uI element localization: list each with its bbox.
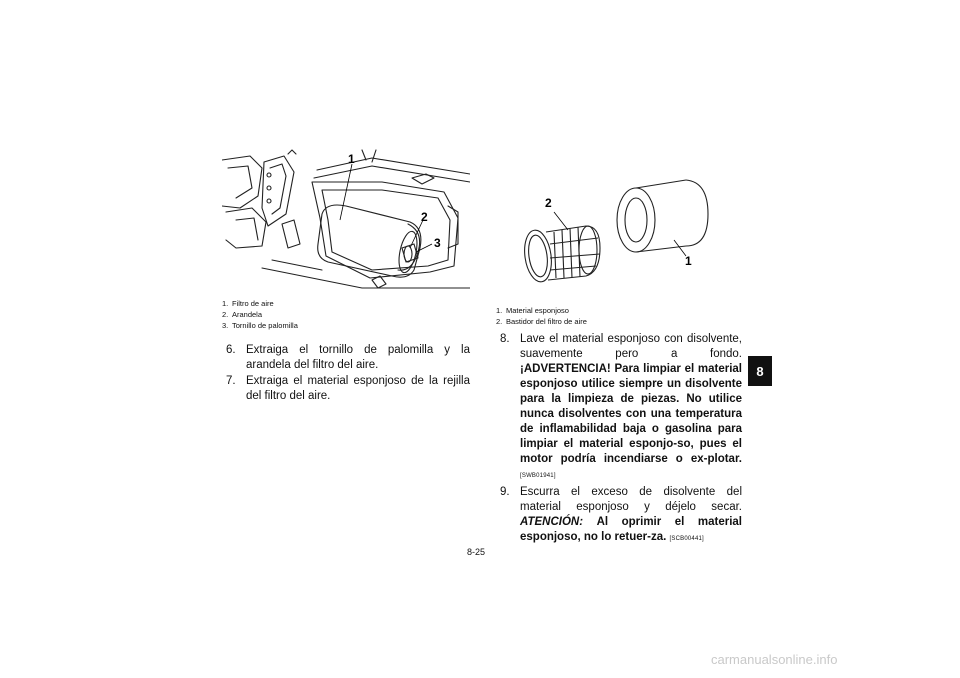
caption-text: Tornillo de palomilla <box>232 321 298 330</box>
caption-text: Bastidor del filtro de aire <box>506 317 587 326</box>
page-number: 8-25 <box>467 547 486 557</box>
step-text: Extraiga el tornillo de palomilla y la arandela del filtro del aire. <box>246 344 470 371</box>
right-figure-caption <box>496 305 587 327</box>
caption-item <box>222 298 298 309</box>
sponge-and-frame-illustration <box>496 178 722 296</box>
step-8 <box>500 332 742 484</box>
caution-label: ATENCIÓN: <box>520 516 584 528</box>
callout-2: 2 <box>421 210 428 224</box>
right-steps <box>500 332 742 547</box>
airbox-drawing <box>222 148 470 296</box>
watermark: carmanualsonline.info <box>711 652 838 667</box>
caption-number: 1. <box>222 299 229 308</box>
caption-item <box>496 305 587 316</box>
step-number: 6. <box>226 344 236 356</box>
caution-code: [SCB00441] <box>669 536 704 542</box>
step-7 <box>226 374 470 404</box>
step-text: Lave el material esponjoso con disolvente, suavemente pero a fondo. <box>520 333 742 360</box>
caption-item <box>222 309 298 320</box>
callout-2: 2 <box>545 196 552 210</box>
step-text: Extraiga el material esponjoso de la rejilla del filtro del aire. <box>246 375 470 402</box>
left-steps <box>226 343 470 404</box>
warning-text: ¡ADVERTENCIA! Para limpiar el material esponjoso utilice siempre un disolvente para la limpieza de piezas. No utilice nunca disolventes con una temperatura de inflamabilidad baja o gasolina para limpiar el material esponjo-so, pues el motor podría incendiarse o ex-plotar. <box>520 363 742 465</box>
callout-1: 1 <box>348 152 355 166</box>
caption-item <box>222 320 298 331</box>
sponge-frame-drawing <box>496 178 722 296</box>
caption-text: Filtro de aire <box>232 299 274 308</box>
step-9 <box>500 485 742 547</box>
caution-text: Al oprimir el material esponjoso, no lo retuer-za. <box>520 516 742 543</box>
chapter-tab: 8 <box>748 356 772 386</box>
step-text: Escurra el exceso de disolvente del material esponjoso y déjelo secar. <box>520 486 742 513</box>
caption-number: 3. <box>222 321 229 330</box>
step-number: 7. <box>226 375 236 387</box>
warning-code: [SWB01941] <box>520 473 556 479</box>
step-6 <box>226 343 470 373</box>
left-figure-caption <box>222 298 298 331</box>
callout-1: 1 <box>685 254 692 268</box>
caption-number: 1. <box>496 306 503 315</box>
air-filter-installed-illustration <box>222 148 470 296</box>
caption-number: 2. <box>496 317 503 326</box>
caption-number: 2. <box>222 310 229 319</box>
caption-text: Material esponjoso <box>506 306 569 315</box>
step-number: 8. <box>500 333 510 345</box>
caption-text: Arandela <box>232 310 263 319</box>
step-number: 9. <box>500 486 510 498</box>
callout-3: 3 <box>434 236 441 250</box>
caption-item <box>496 316 587 327</box>
